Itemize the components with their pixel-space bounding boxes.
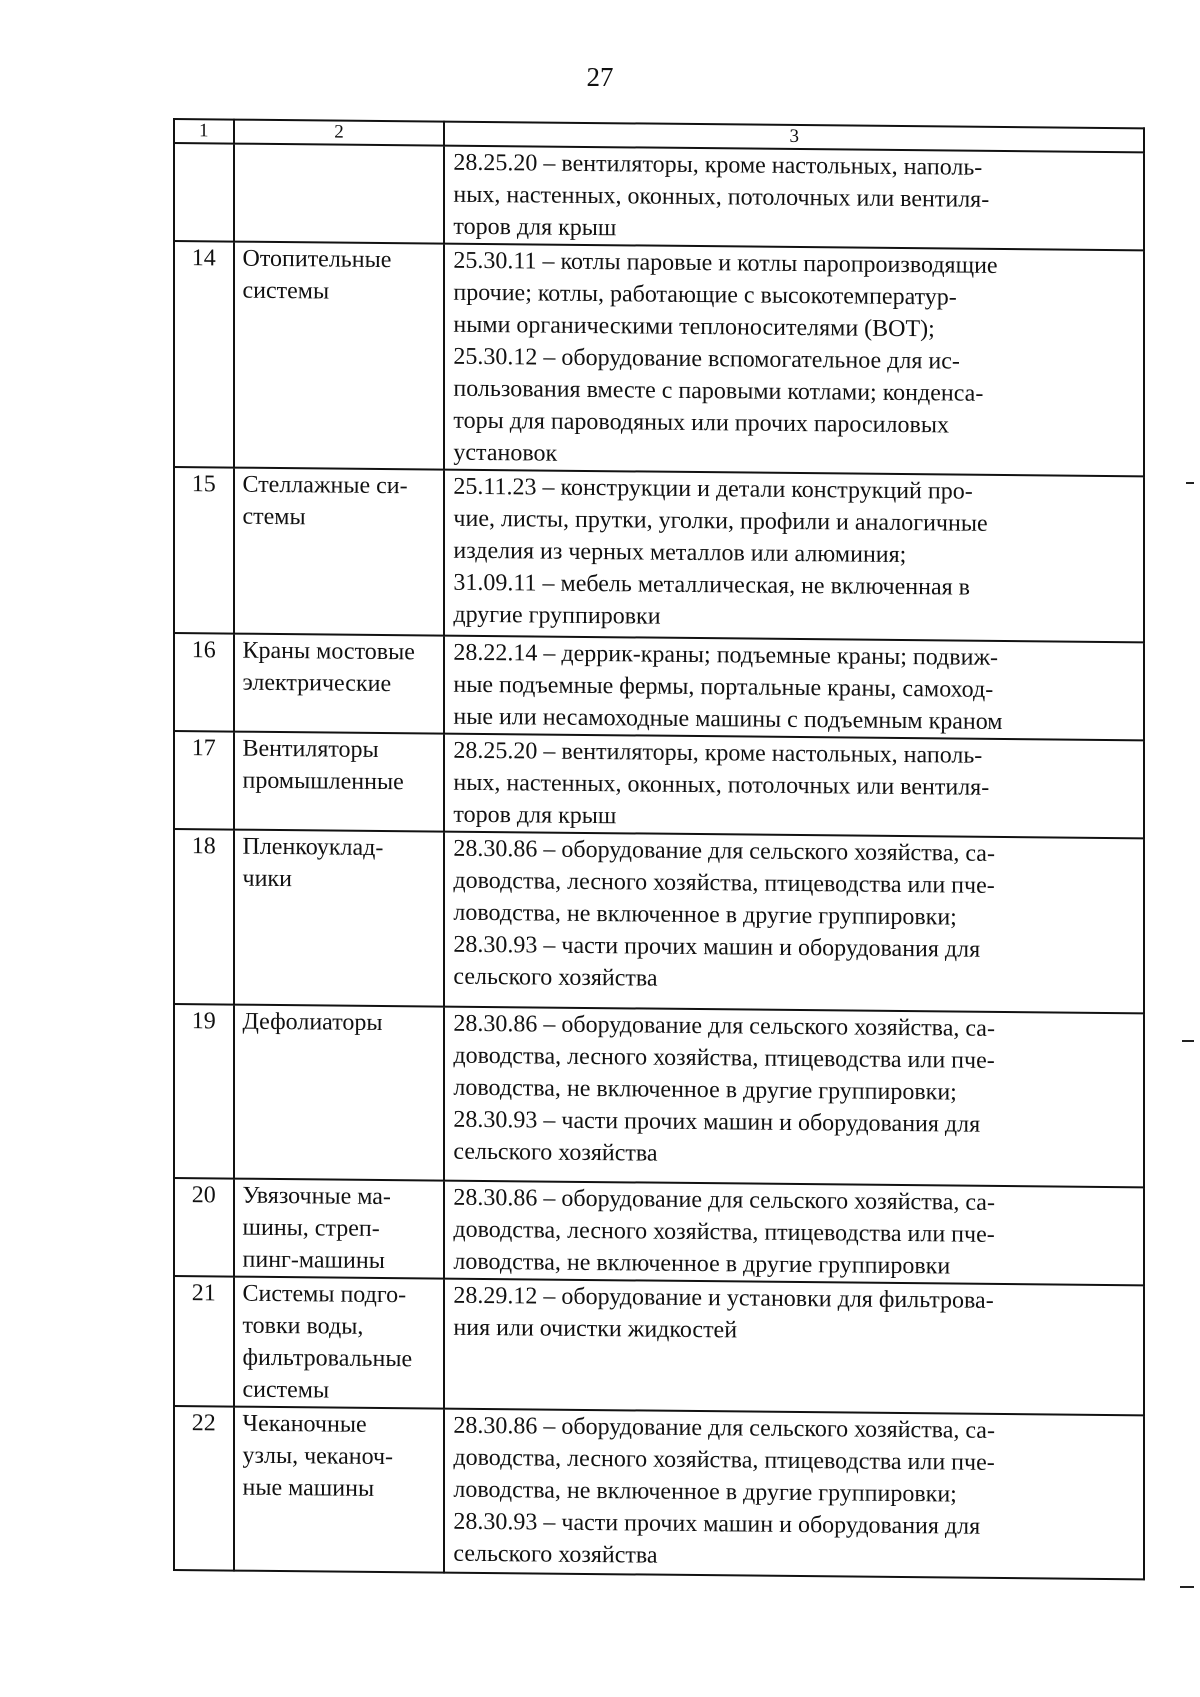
row-number-cell: [174, 1406, 234, 1571]
okpd-code-line: сельского хозяйства: [453, 1540, 658, 1569]
okpd-code-cell: [444, 636, 1144, 741]
okpd-code-line: сельского хозяйства: [453, 963, 658, 992]
header-col-2: 2: [234, 120, 445, 146]
item-name-line: Дефолиаторы: [242, 1008, 383, 1037]
item-name-line: Отопительные: [242, 245, 392, 274]
row-number-cell: [174, 1178, 234, 1277]
table-row: [174, 1004, 1144, 1187]
okpd-code-line: ловодства, не включенное в другие группировки;: [453, 1074, 957, 1106]
item-name-line: Пленкоуклад-: [242, 833, 384, 862]
okpd-code-line: 28.30.86 – оборудование для сельского хозяйства, са-: [453, 1184, 995, 1216]
item-name-line: шины, стреп-: [242, 1214, 380, 1242]
item-name-line: системы: [242, 1376, 330, 1404]
row-number-cell: [174, 731, 234, 830]
item-name-line: ные машины: [242, 1474, 375, 1502]
okpd-code-line: ные подъемные фермы, портальные краны, самоход-: [453, 671, 994, 703]
row-number-cell: [174, 633, 234, 732]
okpd-code-cell: [444, 1007, 1144, 1188]
okpd-code-line: ния или очистки жидкостей: [453, 1314, 738, 1344]
item-name-line: чики: [242, 865, 292, 893]
okpd-code-cell: [444, 832, 1144, 1014]
table-row: [174, 1276, 1144, 1415]
okpd-code-line: прочие; котлы, работающие с высокотемператур-: [453, 279, 957, 311]
okpd-code-line: чие, листы, прутки, уголки, профили и аналогичные: [453, 505, 988, 537]
item-name-line: системы: [242, 277, 330, 305]
item-name-line: узлы, чеканоч-: [242, 1442, 394, 1471]
okpd-code-line: ными органическими теплоносителями (ВОТ);: [453, 311, 935, 343]
row-number: 20: [191, 1182, 216, 1209]
page-number: 27: [586, 62, 614, 92]
okpd-code-line: 25.30.11 – котлы паровые и котлы паропроизводящие: [453, 247, 998, 279]
table-row: [174, 731, 1144, 838]
table-row: [174, 1178, 1144, 1285]
okpd-code-line: ных, настенных, оконных, потолочных или вентиля-: [453, 181, 990, 213]
item-name-line: Краны мостовые: [242, 637, 415, 666]
item-name-cell: [234, 732, 445, 832]
okpd-code-line: 31.09.11 – мебель металлическая, не включенная в: [453, 569, 970, 601]
table-row: [174, 467, 1144, 642]
table-row: [174, 143, 1144, 250]
okpd-code-line: другие группировки: [453, 601, 661, 630]
okpd-code-line: 28.22.14 – деррик-краны; подъемные краны; подвиж-: [453, 639, 999, 671]
row-number-cell: [174, 1276, 234, 1407]
okpd-code-line: ных, настенных, оконных, потолочных или вентиля-: [453, 769, 990, 801]
item-name-line: фильтровальные: [242, 1344, 413, 1373]
okpd-code-line: 28.30.93 – части прочих машин и оборудования для: [453, 931, 981, 963]
item-name-cell: [234, 1407, 445, 1573]
table-row: [174, 829, 1144, 1013]
row-number: 17: [191, 735, 216, 762]
row-number: 19: [191, 1008, 216, 1035]
okpd-code-line: 28.29.12 – оборудование и установки для фильтрова-: [453, 1282, 994, 1314]
item-name-cell: [234, 144, 445, 244]
row-number-cell: [174, 829, 234, 1005]
row-number: 22: [191, 1410, 216, 1437]
okpd-code-line: 28.30.93 – части прочих машин и оборудования для: [453, 1106, 981, 1138]
item-name-cell: [234, 1005, 445, 1181]
item-name-line: Системы подго-: [242, 1280, 407, 1309]
item-name-cell: [234, 634, 445, 734]
item-name-line: Вентиляторы: [242, 735, 379, 763]
okpd-code-line: ловодства, не включенное в другие группировки: [453, 1248, 951, 1280]
okpd-code-cell: [444, 146, 1144, 251]
table-row: [174, 241, 1144, 476]
scan-edge-mark: [1180, 1586, 1194, 1588]
item-name-line: Чеканочные: [242, 1410, 367, 1438]
header-col-3: 3: [444, 122, 1144, 153]
okpd-code-line: ловодства, не включенное в другие группировки;: [453, 899, 957, 931]
row-number-cell: [174, 241, 234, 468]
row-number: 15: [191, 471, 216, 498]
okpd-code-line: 28.30.86 – оборудование для сельского хозяйства, са-: [453, 1010, 995, 1042]
table-row: [174, 633, 1144, 740]
okpd-code-line: 28.25.20 – вентиляторы, кроме настольных, наполь-: [453, 149, 983, 181]
okpd-code-cell: [444, 1181, 1144, 1286]
okpd-code-line: торов для крыш: [453, 213, 617, 242]
okpd-code-line: изделия из черных металлов или алюминия;: [453, 537, 907, 569]
item-name-line: Увязочные ма-: [242, 1182, 391, 1211]
row-number: 16: [191, 637, 216, 664]
okpd-code-line: доводства, лесного хозяйства, птицеводства или пче-: [453, 1444, 995, 1476]
okpd-code-line: ные или несамоходные машины с подъемным краном: [453, 703, 1003, 735]
item-name-cell: [234, 1277, 445, 1409]
item-name-cell: [234, 468, 445, 636]
row-number: 21: [191, 1280, 216, 1307]
row-number: 14: [191, 245, 216, 272]
item-name-line: промышленные: [242, 767, 404, 796]
okpd-code-line: 28.30.86 – оборудование для сельского хозяйства, са-: [453, 835, 995, 867]
okpd-code-line: 25.30.12 – оборудование вспомогательное для ис-: [453, 343, 960, 375]
okpd-code-cell: [444, 734, 1144, 839]
item-name-line: Стеллажные си-: [242, 471, 408, 500]
item-name-line: электрические: [242, 669, 392, 698]
okpd-code-line: пользования вместе с паровыми котлами; конденса-: [453, 375, 984, 407]
table-row: [174, 1406, 1144, 1579]
okpd-code-line: 25.11.23 – конструкции и детали конструкций про-: [453, 473, 973, 505]
row-number: 18: [191, 833, 216, 860]
row-number-cell: [174, 467, 234, 634]
item-name-cell: [234, 830, 445, 1007]
okpd-code-line: 28.30.93 – части прочих машин и оборудования для: [453, 1508, 981, 1540]
okpd-code-line: доводства, лесного хозяйства, птицеводства или пче-: [453, 1042, 995, 1074]
scan-edge-mark: [1182, 1040, 1194, 1042]
okpd-code-cell: [444, 1409, 1144, 1580]
header-col-1: 1: [174, 119, 234, 144]
okpd-code-line: торы для пароводяных или прочих паросиловых: [453, 407, 949, 439]
item-name-line: пинг-машины: [242, 1246, 385, 1275]
okpd-code-line: установок: [453, 439, 558, 467]
okpd-code-line: ловодства, не включенное в другие группировки;: [453, 1476, 957, 1508]
okpd-code-line: доводства, лесного хозяйства, птицеводства или пче-: [453, 867, 995, 899]
row-number-cell: [174, 1004, 234, 1179]
item-name-cell: [234, 1179, 445, 1279]
row-number: [175, 144, 233, 145]
okpd-code-line: торов для крыш: [453, 801, 617, 830]
okpd-code-line: 28.30.86 – оборудование для сельского хозяйства, са-: [453, 1412, 995, 1444]
okpd-code-line: 28.25.20 – вентиляторы, кроме настольных, наполь-: [453, 737, 983, 769]
okpd-code-line: доводства, лесного хозяйства, птицеводства или пче-: [453, 1216, 995, 1248]
item-name-cell: [234, 242, 445, 470]
row-number-cell: [174, 143, 234, 242]
okpd-code-cell: [444, 470, 1144, 643]
okpd-code-cell: [444, 1279, 1144, 1416]
classification-table: [173, 118, 1145, 1580]
okpd-code-line: сельского хозяйства: [453, 1138, 658, 1167]
item-name-line: товки воды,: [242, 1312, 364, 1340]
item-name-line: стемы: [242, 503, 306, 531]
table-body: [174, 119, 1144, 1579]
okpd-code-cell: [444, 244, 1144, 477]
scan-edge-mark: [1186, 482, 1194, 484]
